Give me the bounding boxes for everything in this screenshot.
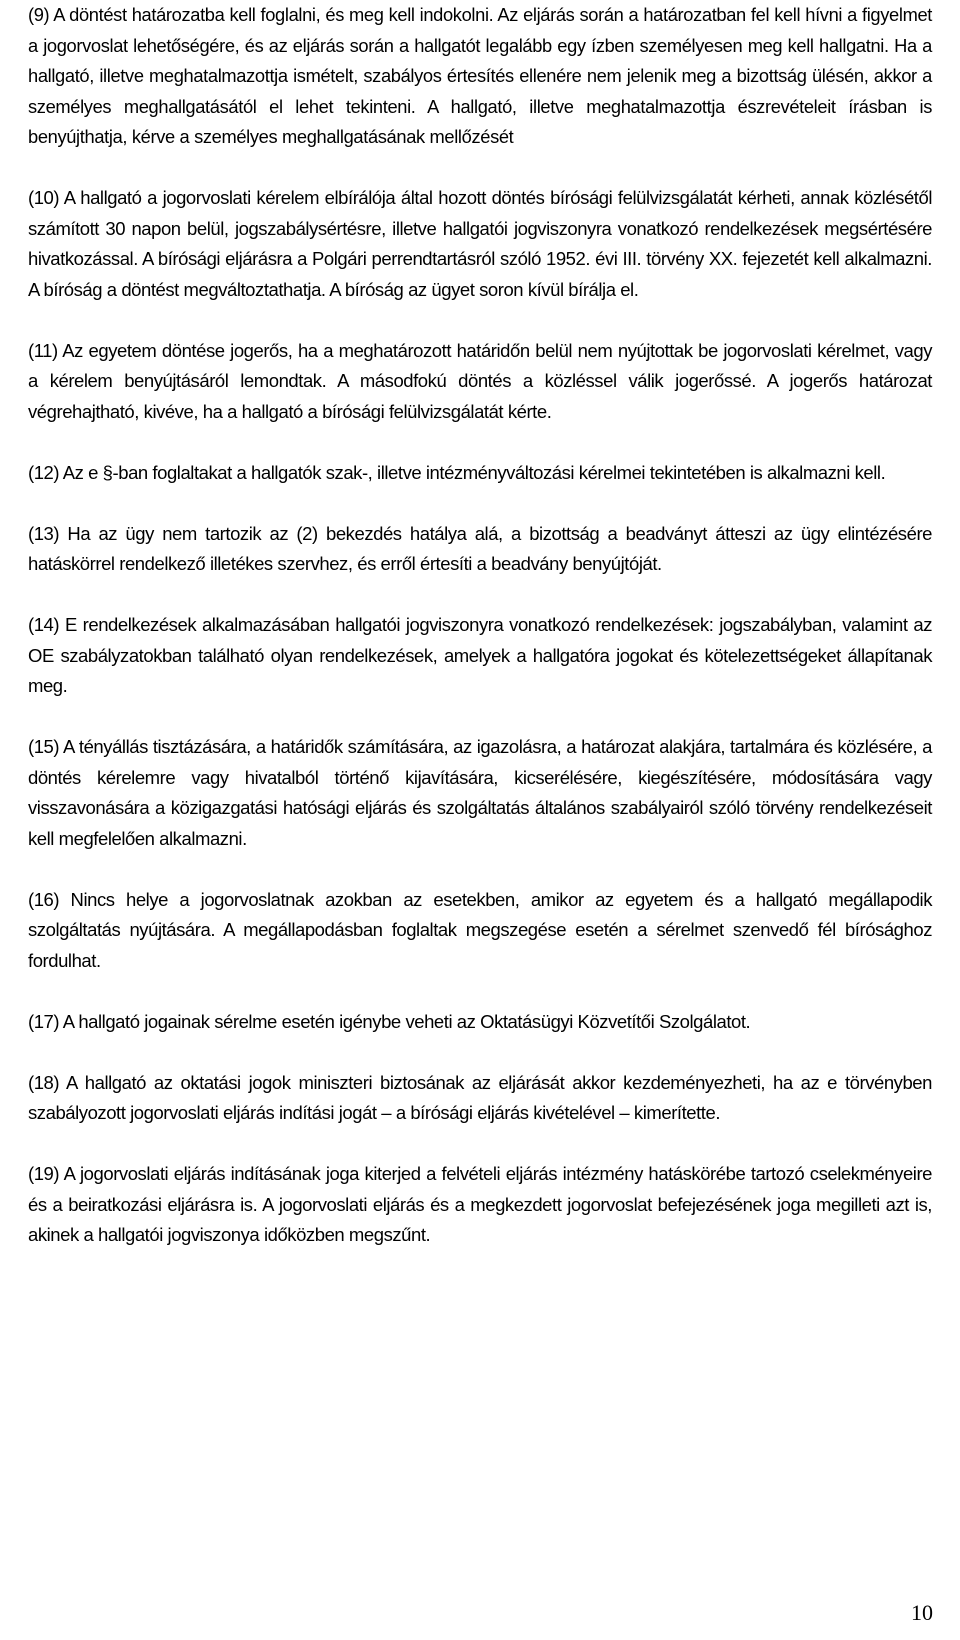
document-body (28, 0, 932, 1251)
page-number: 10 (911, 1600, 933, 1625)
paragraph-12: (12) Az e §-ban foglaltakat a hallgatók szak-, illetve intézményváltozási kérelmei tekintetében is alkalmazni kell. (28, 461, 886, 483)
paragraph-18: (18) A hallgató az oktatási jogok miniszteri biztosának az eljárását akkor kezdeményezheti, ha az e törvényben szabályozott jogorvoslati eljárás indítási jogát – a bírósági eljárás kivételével – kimerítette. (28, 1071, 932, 1123)
paragraph-14: (14) E rendelkezések alkalmazásában hallgatói jogviszonyra vonatkozó rendelkezések: jogszabályban, valamint az OE szabályzatokban található olyan rendelkezések, amelyek a hallgatóra jogokat és kötelezettségeket állapítanak meg. (28, 614, 932, 696)
paragraph-19: (19) A jogorvoslati eljárás indításának joga kiterjed a felvételi eljárás intézmény hatáskörébe tartozó cselekményeire és a beiratkozási eljárásra is. A jogorvoslati eljárás és a megkezdett jogorvoslat befejezésének joga megilleti azt is, akinek a hallgatói jogviszonya időközben megszűnt. (28, 1163, 932, 1245)
paragraph-16: (16) Nincs helye a jogorvoslatnak azokban az esetekben, amikor az egyetem és a hallgató megállapodik szolgáltatás nyújtására. A megállapodásban foglaltak megszegése esetén a sérelmet szenvedő fél bírósághoz fordulhat. (28, 888, 932, 971)
paragraph-10: (10) A hallgató a jogorvoslati kérelem elbírálója által hozott döntés bírósági felülvizsgálatát kérheti, annak közlésétől számított 30 napon belül, jogszabálysértésre, illetve hallgatói jogviszonyra vonatkozó rendelkezések megsértésére hivatkozással. A bírósági eljárásra a Polgári perrendtartásról szóló 1952. évi III. törvény XX. fejezetét kell alkalmazni. A bíróság a döntést megváltoztathatja. A bíróság az ügyet soron kívül bírálja el. (28, 187, 932, 300)
paragraph-11: (11) Az egyetem döntése jogerős, ha a meghatározott határidőn belül nem nyújtottak be jogorvoslati kérelmet, vagy a kérelem benyújtásáról lemondtak. A másodfokú döntés a közléssel válik jogerőssé. A jogerős határozat végrehajtható, kivéve, ha a hallgató a bírósági felülvizsgálatát kérte. (28, 339, 932, 422)
paragraph-13: (13) Ha az ügy nem tartozik az (2) bekezdés hatálya alá, a bizottság a beadványt átteszi az ügy elintézésére hatáskörrel rendelkező illetékes szervhez, és erről értesíti a beadvány benyújtóját. (28, 522, 932, 574)
paragraph-17: (17) A hallgató jogainak sérelme esetén igénybe veheti az Oktatásügyi Közvetítői Szolgálatot. (28, 1010, 751, 1032)
paragraph-15: (15) A tényállás tisztázására, a határidők számítására, az igazolásra, a határozat alakjára, tartalmára és közlésére, a döntés kérelemre vagy hivatalból történő kijavítására, kicserélésére, kiegészítésére, módosítására vagy visszavonására a közigazgatási hatósági eljárás és szolgáltatás általános szabályairól szóló törvény rendelkezéseit kell megfelelően alkalmazni. (28, 736, 932, 849)
paragraph-9: (9) A döntést határozatba kell foglalni, és meg kell indokolni. Az eljárás során a határozatban fel kell hívni a figyelmet a jogorvoslat lehetőségére, és az eljárás során a hallgatót legalább egy ízben személyesen meg kell hallgatni. Ha a hallgató, illetve meghatalmazottja ismételt, szabályos értesítés ellenére nem jelenik meg a bizottság ülésén, akkor a személyes meghallgatásától el lehet tekinteni. A hallgató, illetve meghatalmazottja észrevételeit írásban is benyújthatja, kérve a személyes meghallgatásának mellőzését (28, 4, 932, 147)
